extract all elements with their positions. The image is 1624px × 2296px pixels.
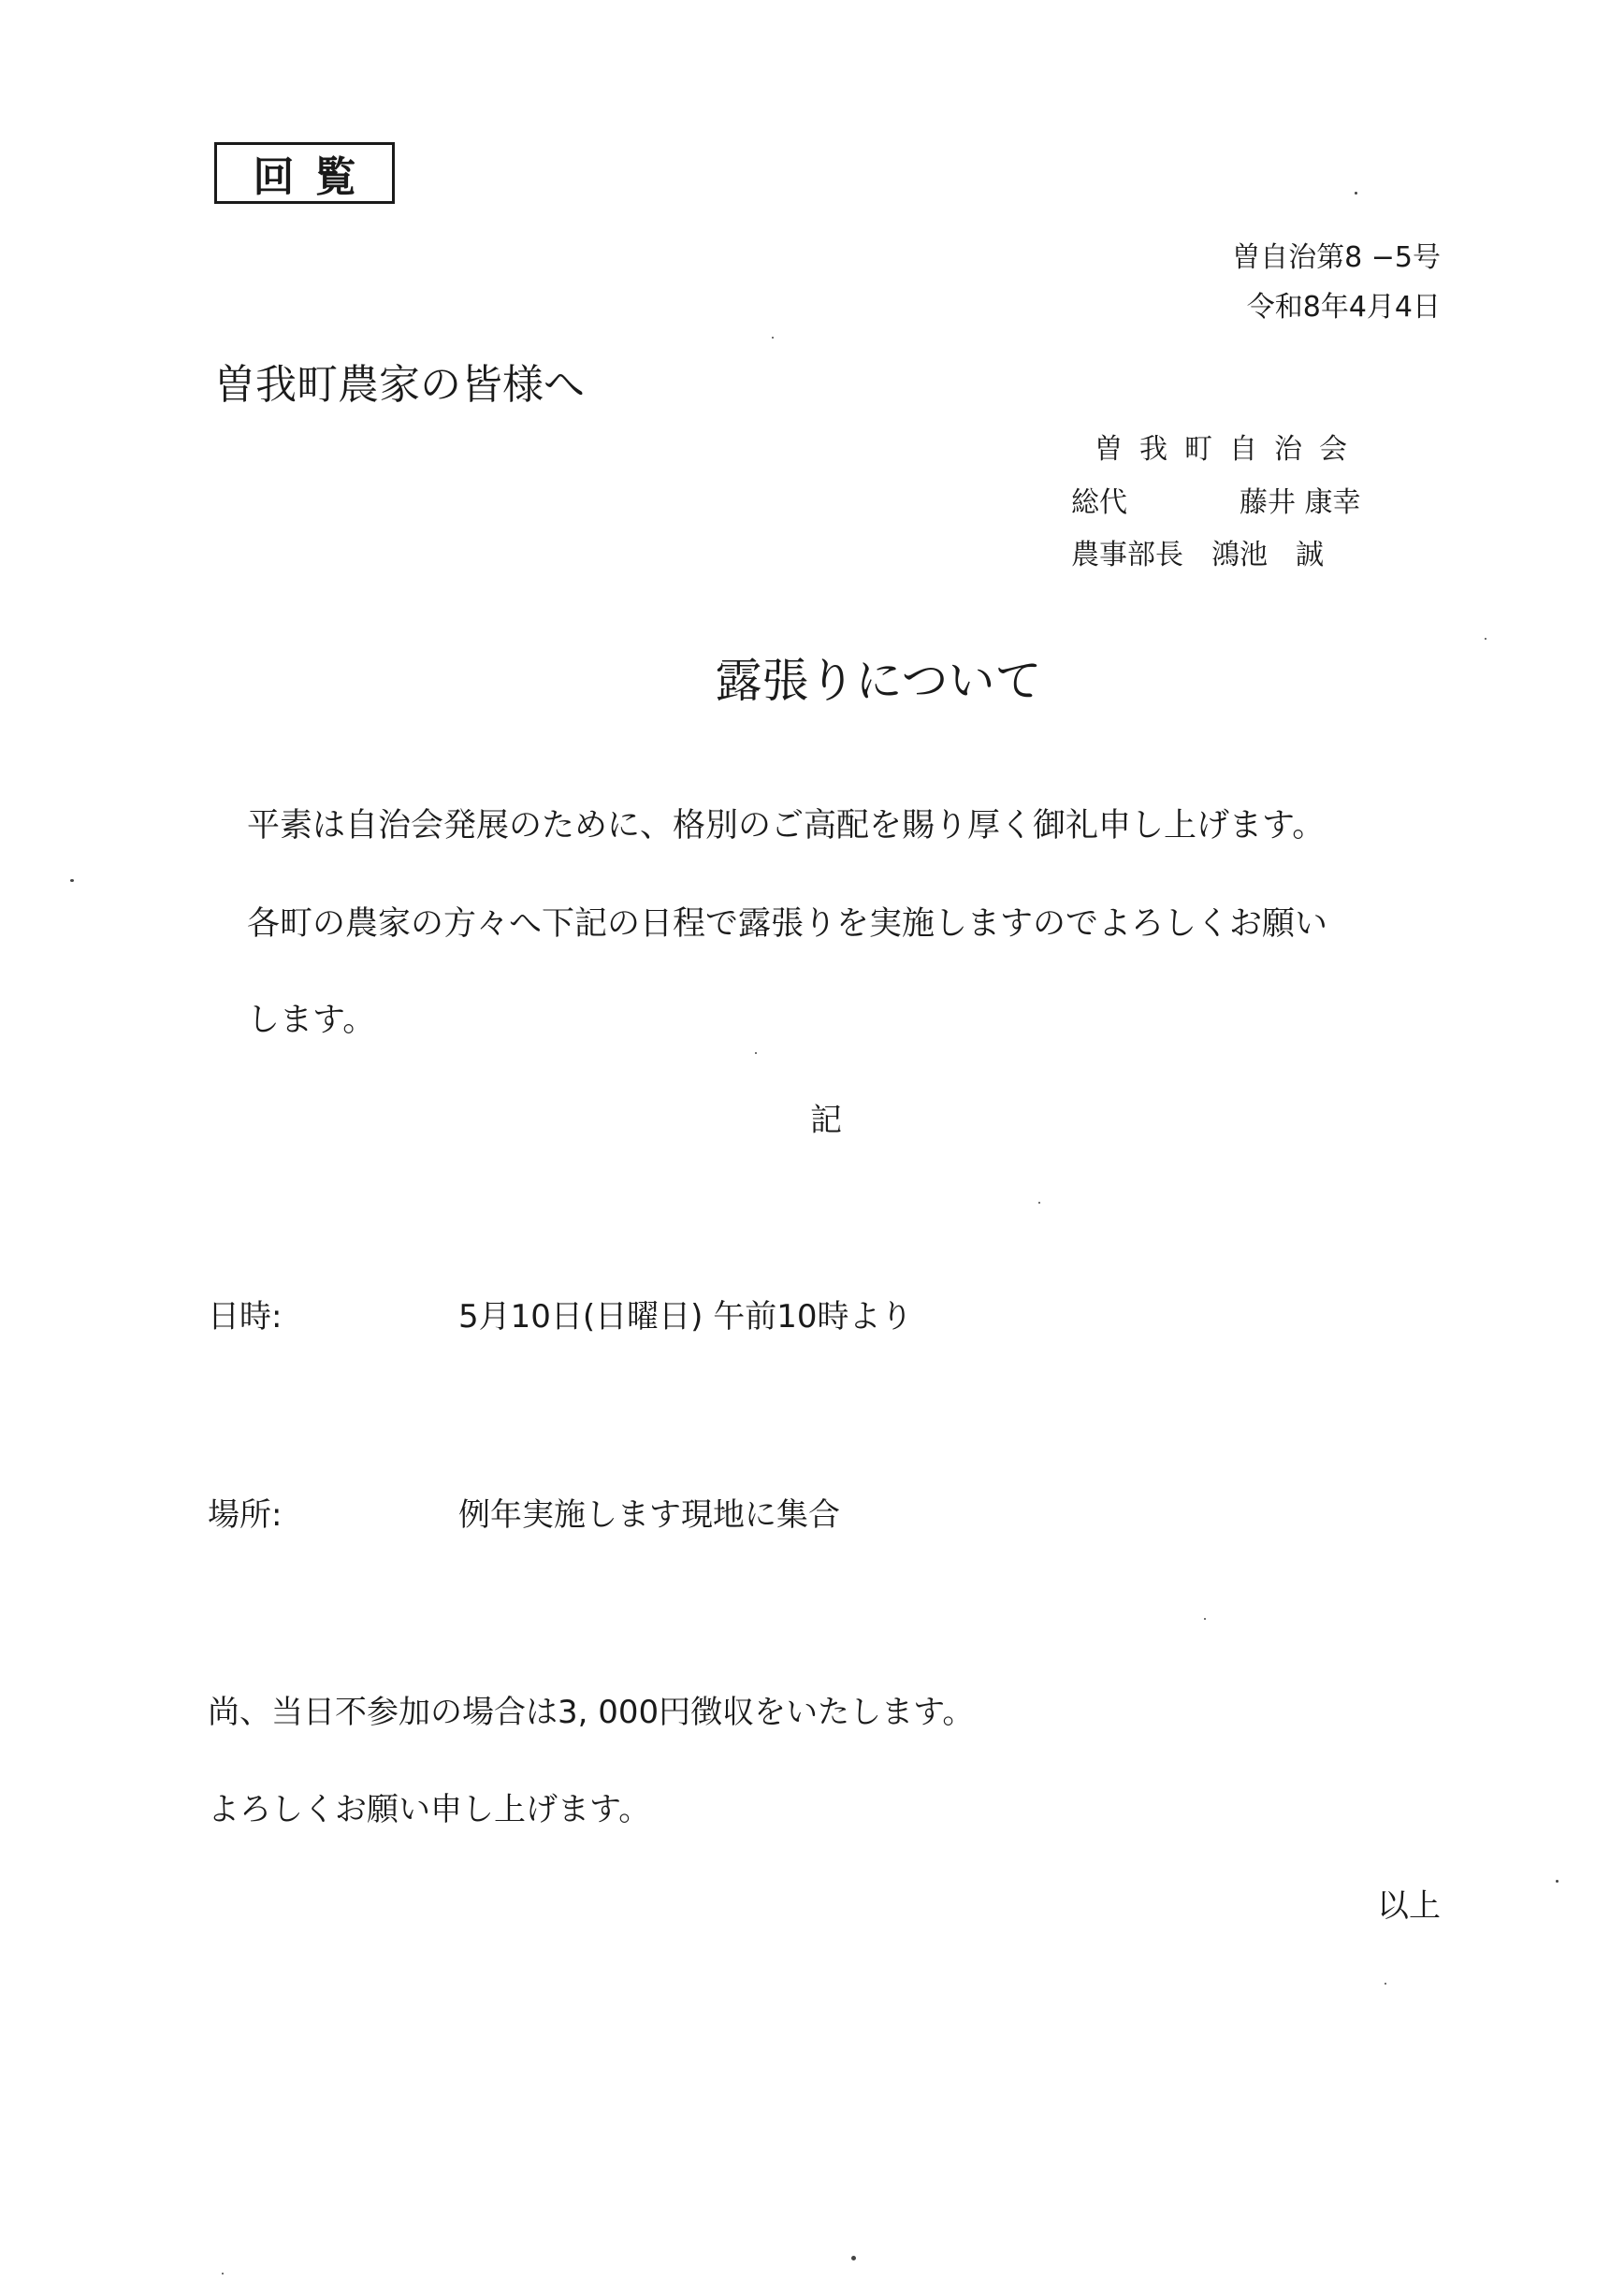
scan-speck — [1485, 638, 1486, 640]
addressee: 曽我町農家の皆様へ — [214, 361, 585, 409]
body-line: 平素は自治会発展のために、格別のご高配を賜り厚く御礼申し上げます。 — [247, 807, 1326, 845]
sender-name: 鴻池 誠 — [1211, 539, 1324, 571]
closing-mark: 以上 — [1377, 1887, 1441, 1925]
body-line: 各町の農家の方々へ下記の日程で露張りを実施しますのでよろしくお願い — [247, 905, 1328, 943]
document-title — [0, 643, 1624, 711]
datetime-label: 日時: — [208, 1298, 283, 1336]
closing-request: よろしくお願い申し上げます。 — [208, 1791, 651, 1828]
sender-name: 藤井 康幸 — [1240, 486, 1361, 519]
body-line: します。 — [247, 1002, 376, 1039]
record-heading: 記 — [810, 1102, 842, 1139]
sender-role: 農事部長 — [1071, 539, 1183, 571]
document-number: 曽自治第8 −5号 — [1232, 241, 1441, 274]
datetime-value: 5月10日(日曜日) 午前10時より — [458, 1298, 913, 1336]
scan-speck — [1556, 1880, 1559, 1883]
document-title-text: 露張りについて — [715, 654, 1042, 708]
sender-role: 総代 — [1071, 486, 1127, 519]
sender-row-agriculture-head — [1071, 531, 1324, 572]
location-value: 例年実施します現地に集合 — [458, 1496, 840, 1534]
location-label: 場所: — [208, 1496, 283, 1534]
document-date: 令和8年4月4日 — [1246, 291, 1441, 324]
absence-fee-note: 尚、当日不参加の場合は3, 000円徴収をいたします。 — [208, 1694, 975, 1731]
sender-organization: 曽我町自治会 — [1095, 433, 1364, 466]
circular-stamp — [214, 142, 395, 204]
scan-speck — [1204, 1618, 1206, 1620]
scan-speck — [1038, 1202, 1040, 1204]
scan-speck — [1385, 1983, 1386, 1985]
scan-speck — [1355, 192, 1357, 195]
scan-speck — [851, 2256, 856, 2260]
scan-speck — [70, 879, 74, 882]
scan-speck — [755, 1052, 757, 1054]
scan-speck — [772, 337, 774, 339]
scan-speck — [222, 2273, 224, 2274]
sender-row-representative — [1071, 479, 1361, 520]
circular-stamp-text: 回覧 — [253, 153, 377, 201]
